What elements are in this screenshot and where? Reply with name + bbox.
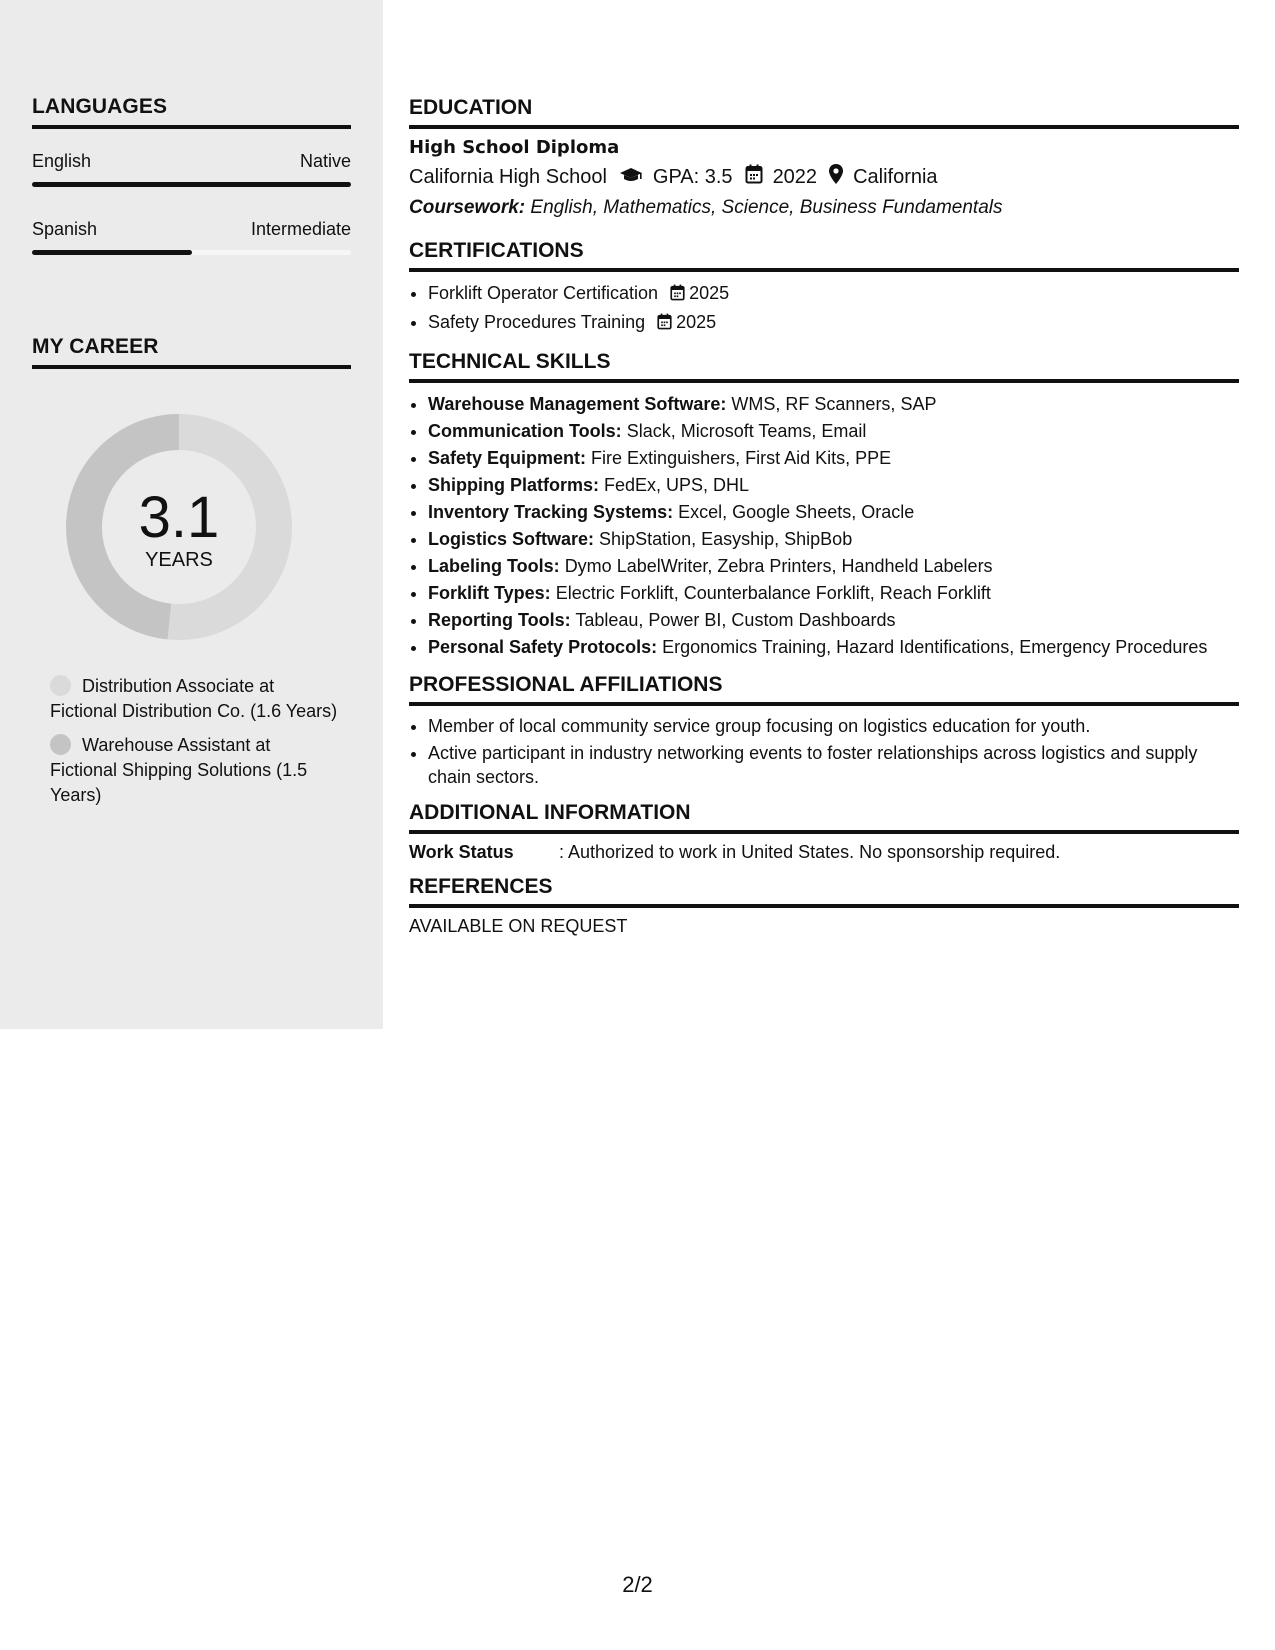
career-item <box>50 674 340 724</box>
language-name: English <box>32 151 92 171</box>
coursework-label: Coursework: <box>409 197 526 218</box>
skill-value: Electric Forklift, Counterbalance Forklift, Reach Forklift <box>555 583 991 603</box>
main-content <box>409 96 1239 949</box>
skill-item <box>428 499 1239 526</box>
certification-name: Safety Procedures Training <box>428 312 646 332</box>
work-status-value: : Authorized to work in United States. No sponsorship required. <box>559 842 1061 862</box>
skill-value: WMS, RF Scanners, SAP <box>731 394 937 414</box>
certification-year: 2025 <box>676 312 717 332</box>
skill-value: Dymo LabelWriter, Zebra Printers, Handheld Labelers <box>564 556 993 576</box>
career-legend-dot <box>50 675 71 696</box>
references-title: REFERENCES <box>409 875 1239 908</box>
certification-item <box>428 309 1239 338</box>
language-name: Spanish <box>32 219 98 239</box>
skill-item <box>428 391 1239 418</box>
skill-item <box>428 418 1239 445</box>
gpa: GPA: 3.5 <box>652 165 733 188</box>
skill-value: FedEx, UPS, DHL <box>604 475 750 495</box>
additional-info-title: ADDITIONAL INFORMATION <box>409 801 1239 834</box>
skill-label: Shipping Platforms: <box>428 475 599 495</box>
references-text: AVAILABLE ON REQUEST <box>409 916 628 936</box>
skill-item <box>428 553 1239 580</box>
work-status-row <box>409 842 1239 863</box>
languages-section <box>32 95 351 255</box>
skill-item <box>428 445 1239 472</box>
education-location: California <box>853 165 938 188</box>
language-proficiency-fill <box>32 250 192 255</box>
language-proficiency-fill <box>32 182 351 187</box>
work-status-label: Work Status <box>409 842 514 862</box>
skill-value: Excel, Google Sheets, Oracle <box>678 502 915 522</box>
skill-item <box>428 580 1239 607</box>
coursework <box>409 197 1239 219</box>
skill-item <box>428 634 1239 661</box>
affiliation-item: • Member of local community service group focusing on logistics education for youth. <box>428 714 1239 738</box>
coursework-text: English, Mathematics, Science, Business Fundamentals <box>530 197 1003 218</box>
technical-skills-title: TECHNICAL SKILLS <box>409 350 1239 383</box>
skill-value: ShipStation, Easyship, ShipBob <box>599 529 853 549</box>
career-item-text: Warehouse Assistant at Fictional Shipping Solutions (1.5 Years) <box>50 735 308 805</box>
certification-item <box>428 280 1239 309</box>
career-section <box>32 335 351 369</box>
career-total-years: 3.1 <box>138 485 220 550</box>
affiliation-item: • Active participant in industry networking events to foster relationships across logistics and supply chain sectors. <box>428 741 1239 789</box>
career-total-unit: YEARS <box>145 549 213 571</box>
calendar-icon <box>745 164 763 190</box>
language-proficiency-bar <box>32 182 351 187</box>
language-spanish <box>32 219 351 255</box>
skill-label: Forklift Types: <box>428 583 551 603</box>
certification-year: 2025 <box>689 283 730 303</box>
certifications-title: CERTIFICATIONS <box>409 239 1239 272</box>
skill-label: Communication Tools: <box>428 421 622 441</box>
skill-value: Tableau, Power BI, Custom Dashboards <box>575 610 896 630</box>
skill-item <box>428 526 1239 553</box>
graduation-year: 2022 <box>772 165 818 188</box>
degree: High School Diploma <box>409 137 620 158</box>
calendar-icon <box>670 282 685 309</box>
technical-skills-section <box>409 350 1239 661</box>
skill-label: Labeling Tools: <box>428 556 560 576</box>
skill-label: Warehouse Management Software: <box>428 394 727 414</box>
education-meta <box>409 164 1239 190</box>
skill-label: Safety Equipment: <box>428 448 587 468</box>
language-level: Intermediate <box>250 219 351 239</box>
certifications-section <box>409 239 1239 338</box>
career-item-text: Distribution Associate at Fictional Distribution Co. (1.6 Years) <box>50 676 338 721</box>
references-section <box>409 875 1239 937</box>
skill-value: Slack, Microsoft Teams, Email <box>626 421 867 441</box>
career-legend-dot <box>50 734 71 755</box>
sidebar <box>0 0 383 1029</box>
career-item <box>50 733 340 808</box>
certifications-list <box>409 280 1239 338</box>
language-english <box>32 151 351 187</box>
affiliations-list <box>409 714 1239 789</box>
career-title: MY CAREER <box>32 335 351 369</box>
skill-label: Reporting Tools: <box>428 610 571 630</box>
affiliations-section <box>409 673 1239 789</box>
additional-info-section <box>409 801 1239 863</box>
graduation-cap-icon <box>619 166 643 189</box>
education-section <box>409 96 1239 219</box>
language-level: Native <box>299 151 351 171</box>
certification-name: Forklift Operator Certification <box>428 283 659 303</box>
skill-label: Inventory Tracking Systems: <box>428 502 674 522</box>
skill-value: Ergonomics Training, Hazard Identifications, Emergency Procedures <box>662 637 1208 657</box>
location-pin-icon <box>829 164 843 190</box>
language-proficiency-bar <box>32 250 351 255</box>
calendar-icon <box>657 311 672 338</box>
skill-label: Logistics Software: <box>428 529 595 549</box>
page-number: 2/2 <box>622 1572 653 1597</box>
languages-title: LANGUAGES <box>32 95 351 129</box>
education-title: EDUCATION <box>409 96 1239 129</box>
affiliations-title: PROFESSIONAL AFFILIATIONS <box>409 673 1239 706</box>
skill-item <box>428 472 1239 499</box>
skill-label: Personal Safety Protocols: <box>428 637 658 657</box>
school-name: California High School <box>409 165 607 188</box>
career-list <box>50 674 340 817</box>
technical-skills-list <box>409 391 1239 661</box>
skill-value: Fire Extinguishers, First Aid Kits, PPE <box>591 448 892 468</box>
skill-item <box>428 607 1239 634</box>
